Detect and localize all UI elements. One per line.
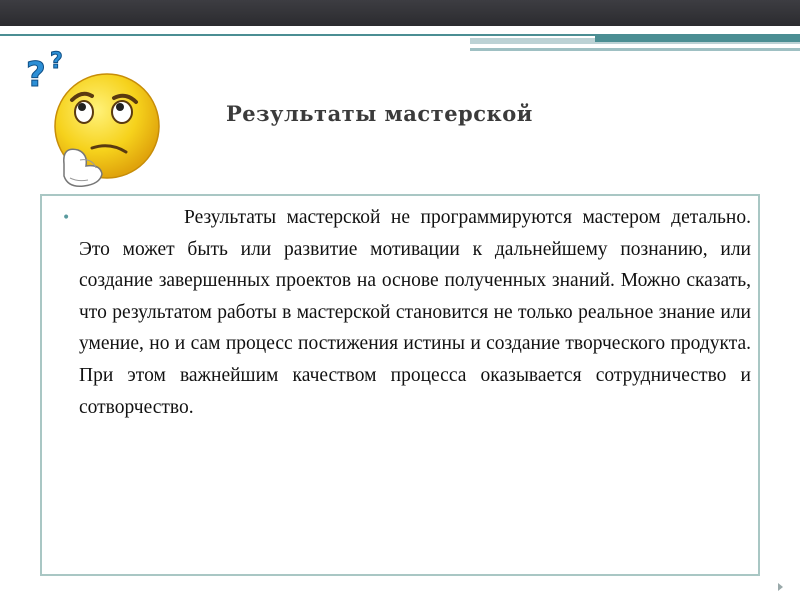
bullet-icon: • <box>62 210 71 226</box>
corner-arrow-icon <box>778 583 783 591</box>
thinking-face-icon <box>22 46 162 196</box>
accent-line <box>595 36 800 42</box>
svg-text:?: ? <box>26 55 46 95</box>
content-box <box>40 194 760 576</box>
question-marks-icon <box>26 49 63 95</box>
svg-text:?: ? <box>50 49 63 74</box>
top-banner <box>0 0 800 26</box>
accent-line <box>470 48 800 51</box>
slide-title: Результаты мастерской <box>226 101 533 126</box>
body-text: Результаты мастерской не программируются мастером детально. Это может быть или развитие мотивации к дальнейшему познанию, или создание завершенных проектов на основе полученных знаний. Можно сказать, что результатом работы в мастерской становится не только реальное знание или умение, но и сам процесс постижения истины и создание творческого продукта. При этом важнейшим качеством процесса оказывается сотрудничество и сотворчество. <box>79 207 751 418</box>
